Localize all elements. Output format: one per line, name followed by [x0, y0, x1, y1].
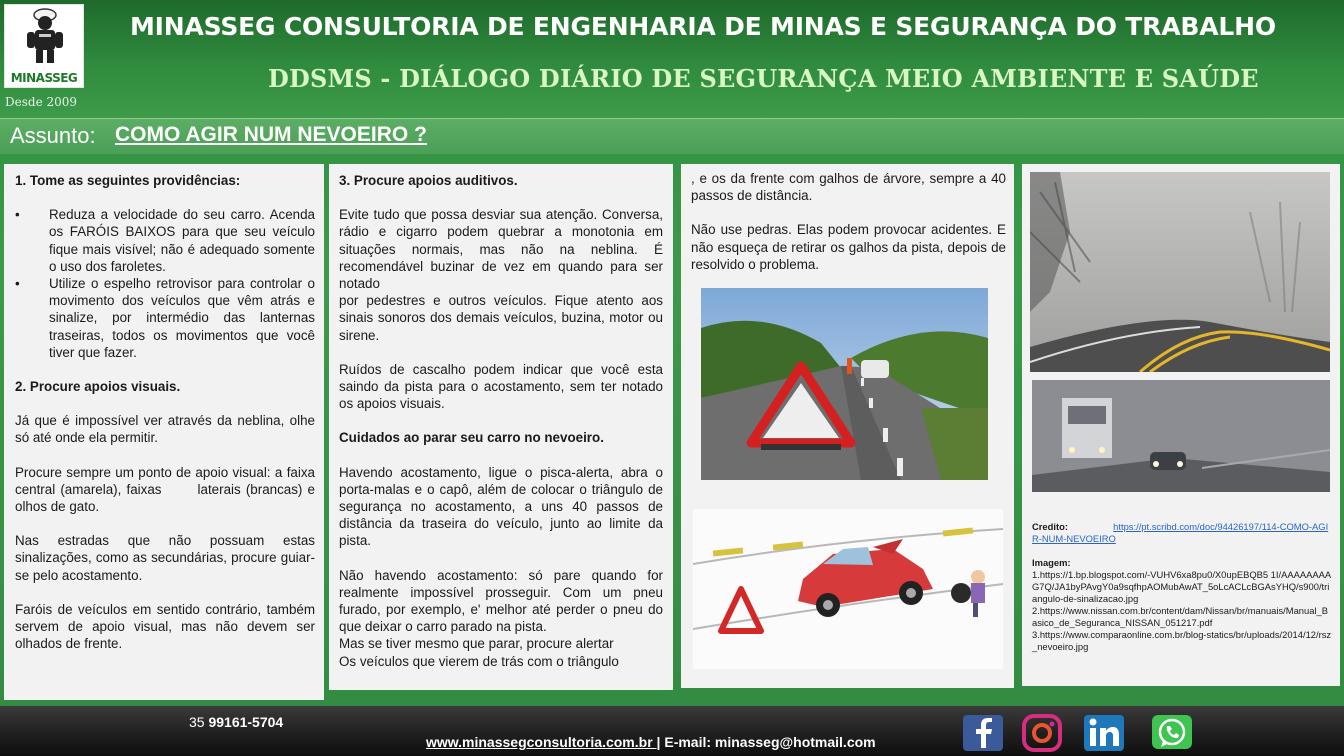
paragraph: Procure sempre um ponto de apoio visual: a faixa central (amarela), faixas laterais (brancas) e olhos de gato.	[15, 464, 319, 515]
flat-tire-illustration	[693, 509, 1003, 669]
image-sources-label: Imagem:	[1032, 557, 1071, 568]
list-item-text: Utilize o espelho retrovisor para controlar o movimento dos veículos que vêm atrás e sinalize, por intermédio das lanternas traseiras, todos os movimentos que você tiver que fazer.	[49, 276, 315, 360]
paragraph: Os veículos que vierem de trás com o triângulo	[339, 653, 619, 669]
paragraph: Não havendo acostamento: só pare quando for realmente impossível prosseguir. Com um pneu furado, por exemplo, e' melhor até perder o pneu do que deixar o carro parado na pista.	[339, 567, 663, 635]
paragraph: Faróis de veículos em sentido contrário, também servem de apoio visual, mas não devem ser olhados de frente.	[15, 601, 315, 652]
paragraph: Havendo acostamento, ligue o pisca-alerta, abra o porta-malas e o capô, além de colocar o triângulo de segurança no acostamento, a uns 40 passos de distância da traseira do veículo, junto ao limite da pista.	[339, 464, 663, 549]
column-visual-support	[4, 164, 324, 700]
facebook-icon[interactable]	[961, 714, 1005, 752]
section-heading-1: 1. Tome as seguintes providências:	[15, 173, 241, 188]
page-title: MINASSEG CONSULTORIA DE ENGENHARIA DE MINAS E SEGURANÇA DO TRABALHO	[130, 12, 1276, 41]
website-link[interactable]: www.minassegconsultoria.com.br	[426, 734, 657, 750]
paragraph: Mas se tiver mesmo que parar, procure alertar	[339, 636, 614, 652]
image-source-3: 3.https://www.comparaonline.com.br/blog-statics/br/uploads/2014/12/rsz_nevoeiro.jpg	[1032, 629, 1332, 652]
column-stopping-tips	[681, 164, 1014, 688]
list-item-text: Reduza a velocidade do seu carro. Acenda os FARÓIS BAIXOS para que seu veículo fique mais visível; não é adequado somente o uso dos faroletes.	[49, 207, 315, 274]
bullet-icon: •	[15, 276, 20, 292]
logo-text: MINASSEG	[10, 71, 78, 85]
subject-title: COMO AGIR NUM NEVOEIRO ?	[115, 123, 427, 146]
column-images-credits	[1022, 164, 1340, 686]
section-heading-2: 2. Procure apoios visuais.	[15, 379, 181, 395]
phone-value: 99161-5704	[208, 714, 284, 730]
contact-line	[426, 734, 876, 750]
instagram-icon[interactable]	[1020, 714, 1064, 752]
image-source-1: 1.https://1.bp.blogspot.com/-VUHV6xa8pu0/X0upEBQB5 1I/AAAAAAAAG7Q/JA1byPAvgY0a9sqfhpAOMubAwAT_5oLcACLcBGAsYHQ/s900/triangulo-de-sinalizacao.jpg	[1032, 569, 1332, 604]
paragraph: Não use pedras. Elas podem provocar acidentes. E não esqueça de retirar os galhos da pista, depois de resolvido o problema.	[691, 222, 1006, 272]
paragraph: Evite tudo que possa desviar sua atenção. Conversa, rádio e cigarro podem quebrar a monotonia em situações normais, mas não na neblina. É recomendável buzinar de vez em quando para ser notado	[339, 207, 663, 292]
paragraph: Já que é impossível ver através da neblina, olhe só até onde ela permitir.	[15, 413, 315, 446]
footer	[0, 706, 1344, 756]
linkedin-icon[interactable]	[1082, 714, 1126, 752]
since-label: Desde 2009	[5, 95, 78, 109]
email-text: | E-mail: minasseg@hotmail.com	[656, 734, 876, 750]
paragraph: Nas estradas que não possuam estas sinalizações, como as secundárias, procure guiar-se pelo acostamento.	[15, 533, 315, 583]
header-banner	[0, 0, 1344, 118]
image-source-2: 2.https://www.nissan.com.br/content/dam/Nissan/br/manuais/Manual_Basico_de_Seguranca_NISSAN_051217.pdf	[1032, 605, 1328, 628]
subject-label: Assunto:	[10, 123, 96, 148]
paragraph: Ruídos de cascalho podem indicar que você esta saindo da pista para o acostamento, sem ter notado os apoios visuais.	[339, 361, 663, 412]
page-subtitle: DDSMS - DIÁLOGO DIÁRIO DE SEGURANÇA MEIO AMBIENTE E SAÚDE	[268, 64, 1259, 93]
truck-in-fog-photo	[1032, 380, 1330, 492]
list-item	[15, 206, 315, 275]
phone-number	[189, 714, 283, 730]
section-heading-3: 3. Procure apoios auditivos.	[339, 173, 518, 188]
warning-triangle-photo	[701, 288, 988, 480]
column-auditory-support	[329, 164, 673, 690]
phone-prefix: 35	[189, 714, 209, 730]
credits-block	[1032, 521, 1332, 653]
paragraph: , e os da frente com galhos de árvore, sempre a 40 passos de distância.	[691, 171, 1006, 204]
worker-figure-icon	[19, 7, 71, 65]
bullet-icon: •	[15, 207, 20, 223]
section-heading-4: Cuidados ao parar seu carro no nevoeiro.	[339, 430, 604, 446]
foggy-road-photo	[1030, 172, 1330, 372]
whatsapp-icon[interactable]	[1150, 714, 1194, 752]
list-item	[15, 275, 315, 361]
minasseg-logo	[4, 4, 84, 88]
credit-link[interactable]: https://pt.scribd.com/doc/94426197/114-COMO-AGIR-NUM-NEVOEIRO	[1032, 521, 1329, 544]
credit-label: Credito:	[1032, 521, 1068, 532]
paragraph: por pedestres e outros veículos. Fique atento aos sinais sonoros dos demais veículos, buzina, motor ou sirene.	[339, 293, 663, 343]
subject-bar	[0, 118, 1344, 154]
